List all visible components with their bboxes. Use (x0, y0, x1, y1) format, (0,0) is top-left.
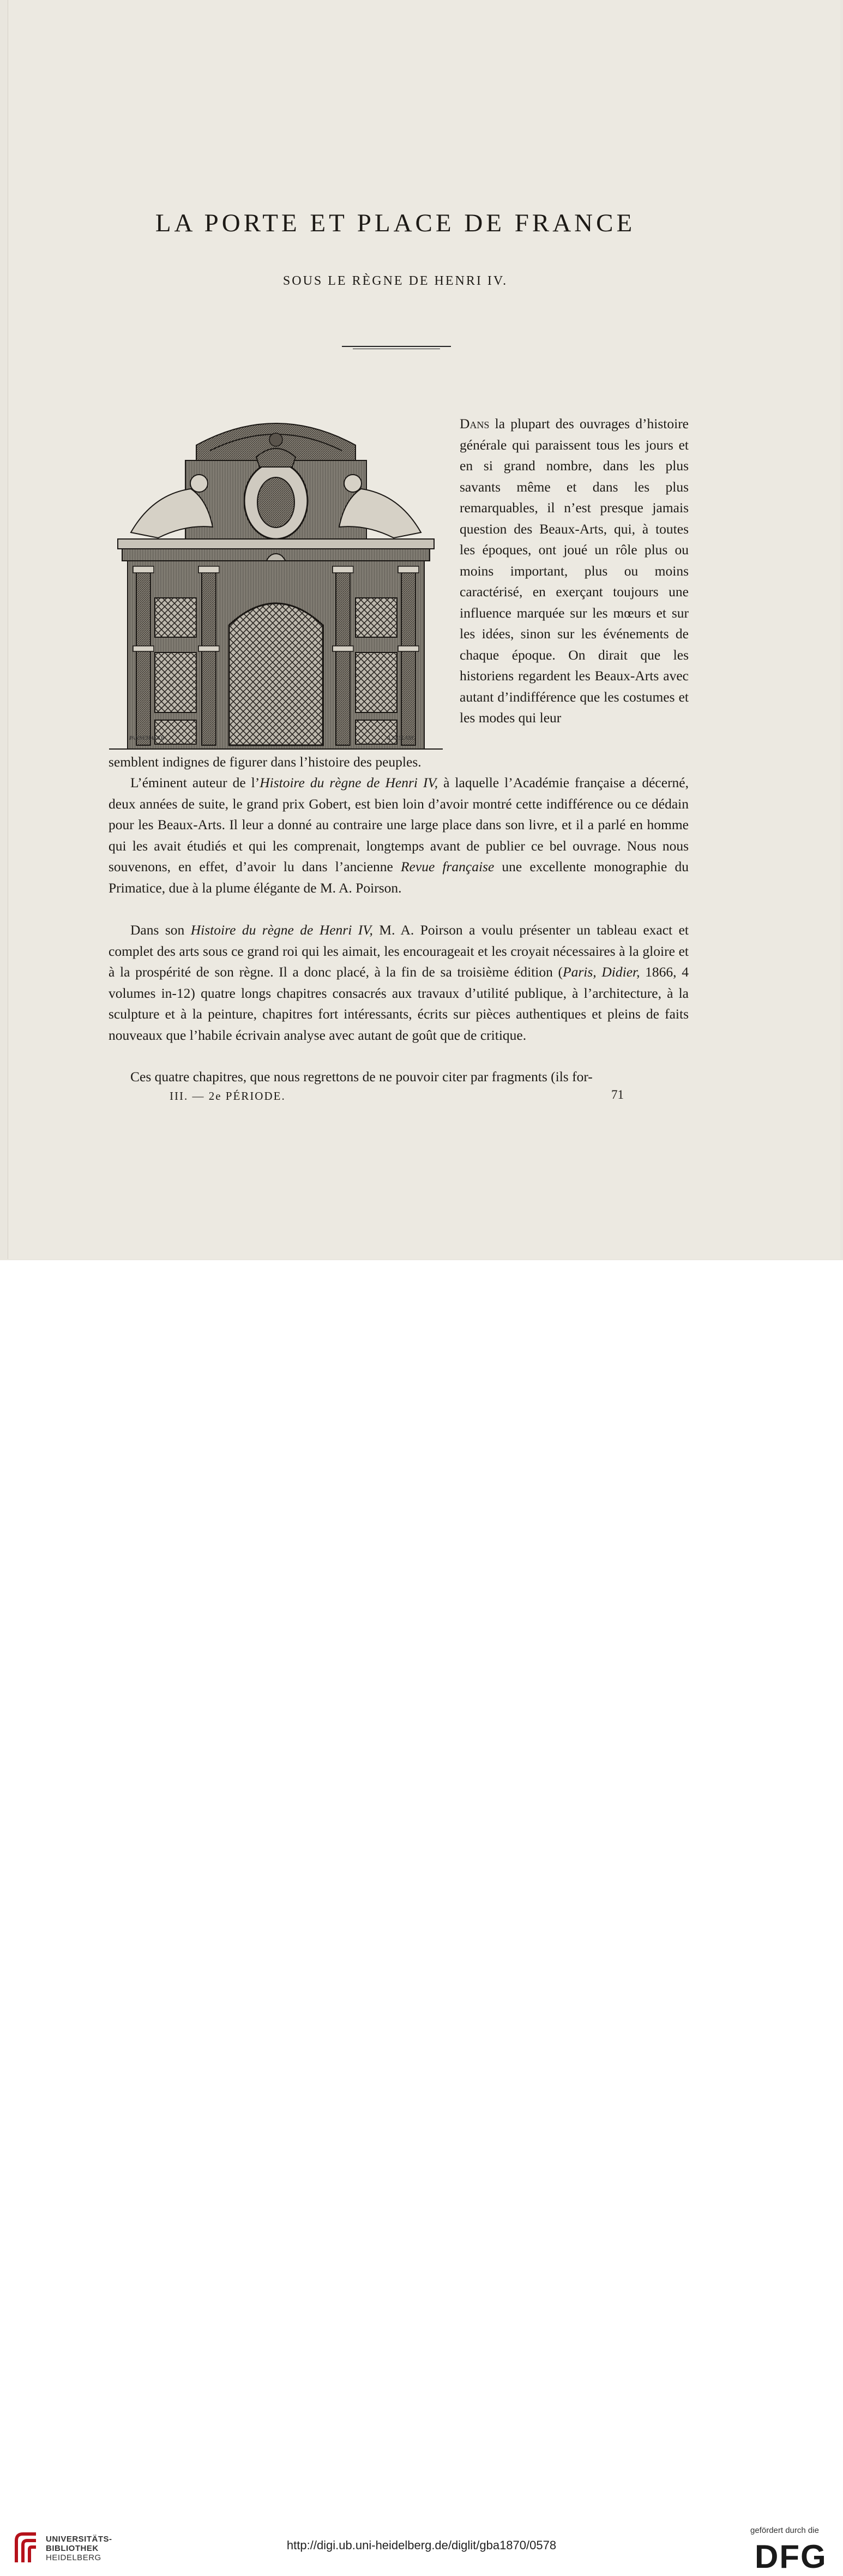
p3-text-c: 1866, 4 volumes in-12) quatre longs chapitres consacrés aux travaux d’utilité publique, à l’architecture, à la sculpture et à la peinture, chapitres fort intéressants, écrits sur pièces authentiques et pleins de faits nouveaux que l’habile écrivain analyse avec autant de goût que de critique. (109, 964, 689, 1043)
title-rule (342, 346, 451, 347)
sponsor-label: gefördert durch die (750, 2526, 819, 2535)
engraver-signature-right: A.LEBLANC (387, 735, 416, 741)
p3-text-a: Dans son (130, 922, 191, 938)
library-name-line1: UNIVERSITÄTS- (46, 2535, 112, 2544)
p2-journal-title: Revue française (400, 859, 495, 874)
paragraph-1-tail: semblent indignes de figurer dans l’histoire des peuples. (109, 754, 422, 770)
page-footer-series: III. — 2e PÉRIODE. (170, 1089, 286, 1103)
paragraph-1-wrapped (460, 414, 689, 729)
paragraph-2 (109, 772, 689, 898)
dfg-logo[interactable]: DFG (755, 2538, 827, 2575)
engraver-signature-left: PANNEMAKER (129, 735, 164, 741)
page-number: 71 (611, 1088, 624, 1101)
p3-book-title: Histoire du règne de Henri IV, (190, 922, 373, 938)
book-page (8, 0, 840, 1259)
p2-text-b: à laquelle l’Académie française a décerné, deux années de suite, le grand prix Gobert, est bien loin d’avoir montré cette indifférence ou ce dédain pour les Beaux-Arts. Il leur a donné au contraire une large place dans son livre, et il a parlé en homme qui les avait étudiés et qui les comprenait, longtemps avant de publier ce bel ouvrage. Nous nous souvenons, en effet, d’avoir lu dans l’ancienne (109, 775, 689, 874)
paragraph-3 (109, 920, 689, 1046)
article-title: LA PORTE ET PLACE DE FRANCE (155, 209, 636, 237)
library-name-line3: HEIDELBERG (46, 2553, 101, 2562)
p2-text-a: L’éminent auteur de l’ (130, 775, 260, 790)
viewer-footer-bar (0, 1260, 843, 2575)
p2-book-title: Histoire du règne de Henri IV, (260, 775, 438, 790)
paragraph-1-text: la plupart des ouvrages d’histoire générale qui paraissent tous les jours et en si grand nombre, dans les plus savants même et dans les plus remarquables, il n’est presque jamais question des Beaux-Arts, qui, à toutes les époques, ont joué un rôle plus ou moins important, plus ou moins caractérisé, en exerçant toujours une influence marquée sur les mœurs et sur les idées, sinon sur les événements de chaque époque. On dirait que les historiens regardent les Beaux-Arts avec autant d’indifférence que les costumes et les modes qui leur (460, 416, 689, 726)
paragraph-4: Ces quatre chapitres, que nous regrettons de ne pouvoir citer par fragments (ils for- (130, 1069, 593, 1085)
permalink-url[interactable]: http://digi.ub.uni-heidelberg.de/diglit/gba1870/0578 (286, 2538, 557, 2552)
p3-text-b: M. A. Poirson a voulu présenter un tableau exact et complet des arts sous ce grand roi qui les aimait, les encourageait et les croyait nécessaires à la gloire et à la prospérité de son règne. Il a donc placé, à la fin de sa troisième édition ( (109, 922, 689, 980)
dropcap-word: Dans (460, 416, 490, 432)
p2-text-c: une excellente monographie du Primatice, due à la plume élégante de M. A. Poirson. (109, 859, 689, 896)
fountain-engraving (109, 407, 443, 751)
library-name-line2: BIBLIOTHEK (46, 2544, 99, 2553)
p3-publisher: Paris, Didier, (563, 964, 640, 980)
article-subtitle: SOUS LE RÈGNE DE HENRI IV. (282, 274, 508, 288)
